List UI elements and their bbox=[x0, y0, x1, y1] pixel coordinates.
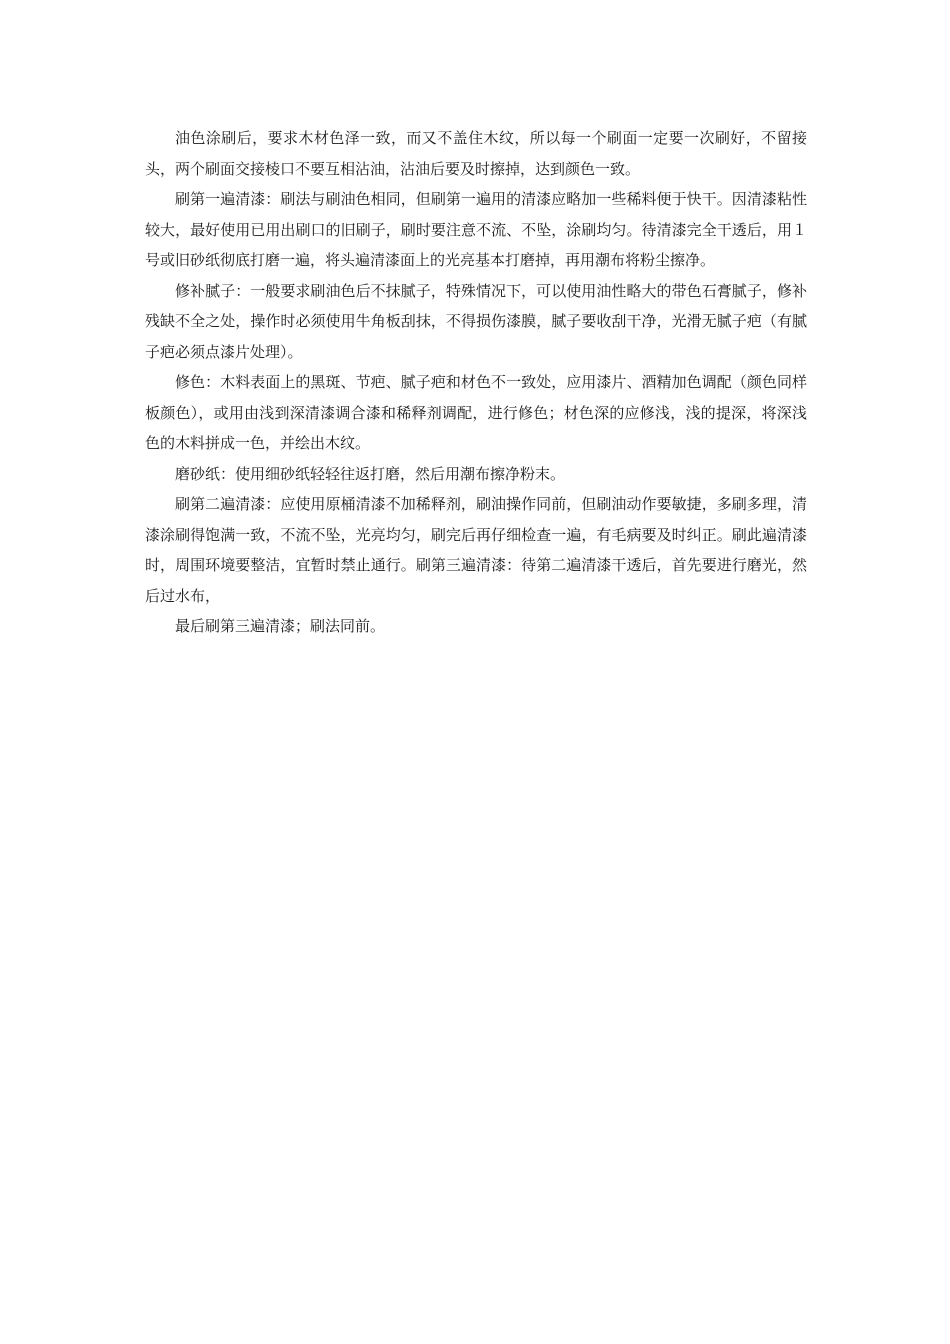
paragraph-second-varnish: 刷第二遍清漆：应使用原桶清漆不加稀释剂，刷油操作同前，但刷油动作要敏捷，多刷多理，清漆涂刷得饱满一致，不流不坠，光亮均匀，刷完后再仔细检查一遍，有毛病要及时纠正。刷此遍清漆时，周围环境要整洁，宜暂时禁止通行。刷第三遍清漆：待第二遍清漆干透后，首先要进行磨光，然后过水布， bbox=[145, 495, 807, 605]
paragraph-putty-repair: 修补腻子：一般要求刷油色后不抹腻子，特殊情况下，可以使用油性略大的带色石膏腻子，修补残缺不全之处，操作时必须使用牛角板刮抹，不得损伤漆膜，腻子要收刮干净，光滑无腻子疤（有腻子疤必须点漆片处理）。 bbox=[145, 281, 807, 361]
paragraph-oil-color: 油色涂刷后，要求木材色泽一致，而又不盖住木纹，所以每一个刷面一定要一次刷好，不留接头，两个刷面交接棱口不要互相沾油，沾油后要及时擦掉，达到颜色一致。 bbox=[145, 129, 807, 178]
document-body bbox=[145, 123, 807, 642]
paragraph-third-varnish: 最后刷第三遍清漆；刷法同前。 bbox=[175, 617, 386, 635]
paragraph-first-varnish: 刷第一遍清漆：刷法与刷油色相同，但刷第一遍用的清漆应略加一些稀料便于快干。因清漆粘性较大，最好使用已用出刷口的旧刷子，刷时要注意不流、不坠，涂刷均匀。待清漆完全干透后，用１ 号或旧砂纸彻底打磨一遍，将头遍清漆面上的光亮基本打磨掉，再用潮布将粉尘擦净。 bbox=[145, 190, 807, 269]
paragraph-color-correction: 修色：木料表面上的黑斑、节疤、腻子疤和材色不一致处，应用漆片、酒精加色调配（颜色同样板颜色），或用由浅到深清漆调合漆和稀释剂调配，进行修色；材色深的应修浅，浅的提深，将深浅色的木料拼成一色，并绘出木纹。 bbox=[145, 373, 807, 452]
paragraph-sanding: 磨砂纸：使用细砂纸轻轻往返打磨，然后用潮布擦净粉末。 bbox=[175, 464, 566, 483]
